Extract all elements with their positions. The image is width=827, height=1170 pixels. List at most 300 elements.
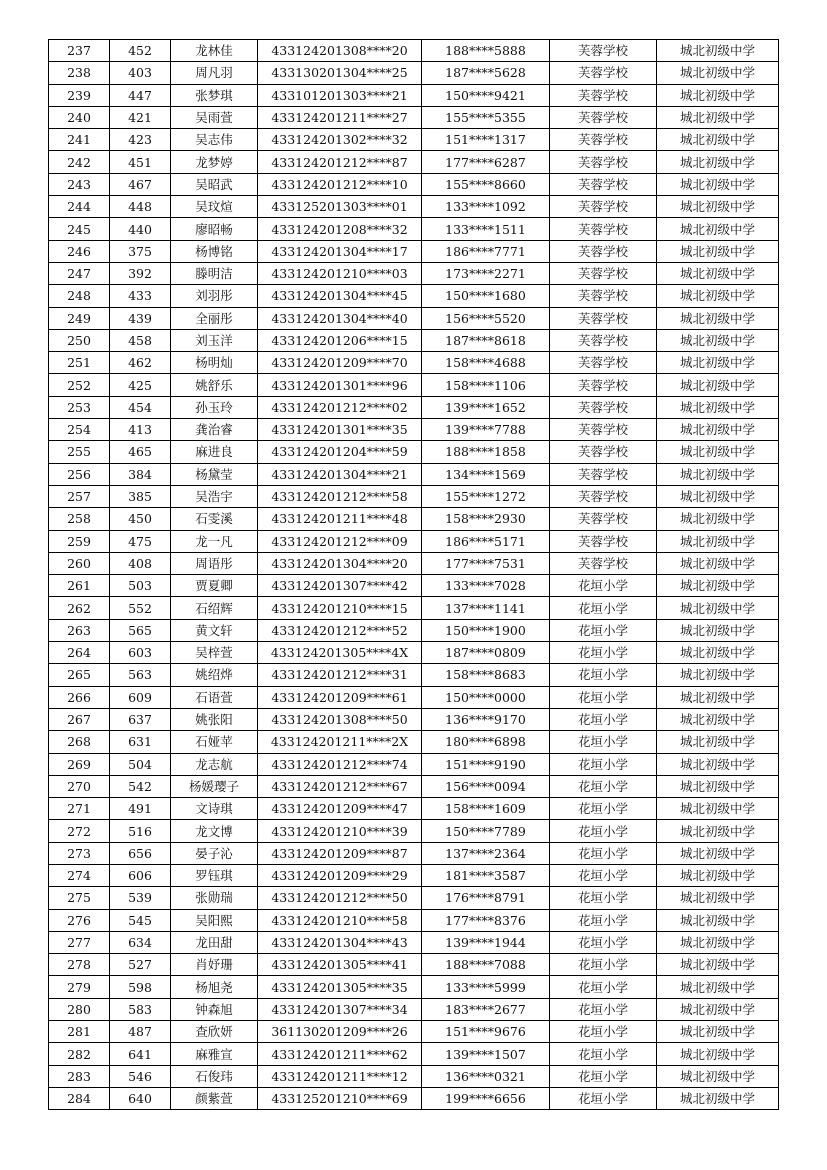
exam-number-cell: 634 bbox=[110, 931, 171, 953]
phone-number-cell: 150****7789 bbox=[422, 820, 550, 842]
student-name-cell: 吴浩宇 bbox=[171, 485, 258, 507]
student-name-cell: 周语彤 bbox=[171, 552, 258, 574]
serial-number-cell: 240 bbox=[49, 106, 110, 128]
assigned-middle-school-cell: 城北初级中学 bbox=[657, 731, 779, 753]
table-row bbox=[49, 842, 779, 864]
primary-school-cell: 花垣小学 bbox=[550, 887, 657, 909]
exam-number-cell: 640 bbox=[110, 1087, 171, 1109]
assigned-middle-school-cell: 城北初级中学 bbox=[657, 329, 779, 351]
id-number-cell: 433124201305****41 bbox=[258, 954, 422, 976]
exam-number-cell: 439 bbox=[110, 307, 171, 329]
assigned-middle-school-cell: 城北初级中学 bbox=[657, 775, 779, 797]
id-number-cell: 433130201304****25 bbox=[258, 62, 422, 84]
serial-number-cell: 281 bbox=[49, 1021, 110, 1043]
id-number-cell: 433124201209****29 bbox=[258, 864, 422, 886]
id-number-cell: 433124201212****10 bbox=[258, 173, 422, 195]
serial-number-cell: 247 bbox=[49, 262, 110, 284]
phone-number-cell: 155****1272 bbox=[422, 485, 550, 507]
exam-number-cell: 467 bbox=[110, 173, 171, 195]
serial-number-cell: 257 bbox=[49, 485, 110, 507]
serial-number-cell: 263 bbox=[49, 619, 110, 641]
phone-number-cell: 151****9676 bbox=[422, 1021, 550, 1043]
assigned-middle-school-cell: 城北初级中学 bbox=[657, 463, 779, 485]
student-name-cell: 吴志伟 bbox=[171, 129, 258, 151]
primary-school-cell: 芙蓉学校 bbox=[550, 106, 657, 128]
exam-number-cell: 563 bbox=[110, 664, 171, 686]
student-name-cell: 廖昭畅 bbox=[171, 218, 258, 240]
exam-number-cell: 375 bbox=[110, 240, 171, 262]
table-row bbox=[49, 530, 779, 552]
primary-school-cell: 花垣小学 bbox=[550, 597, 657, 619]
primary-school-cell: 花垣小学 bbox=[550, 798, 657, 820]
table-row bbox=[49, 84, 779, 106]
table-row bbox=[49, 240, 779, 262]
assigned-middle-school-cell: 城北初级中学 bbox=[657, 619, 779, 641]
primary-school-cell: 花垣小学 bbox=[550, 753, 657, 775]
exam-number-cell: 641 bbox=[110, 1043, 171, 1065]
phone-number-cell: 137****2364 bbox=[422, 842, 550, 864]
primary-school-cell: 花垣小学 bbox=[550, 642, 657, 664]
primary-school-cell: 花垣小学 bbox=[550, 1021, 657, 1043]
serial-number-cell: 275 bbox=[49, 887, 110, 909]
table-row bbox=[49, 1043, 779, 1065]
id-number-cell: 433124201206****15 bbox=[258, 329, 422, 351]
serial-number-cell: 256 bbox=[49, 463, 110, 485]
table-row bbox=[49, 463, 779, 485]
student-name-cell: 刘玉洋 bbox=[171, 329, 258, 351]
assigned-middle-school-cell: 城北初级中学 bbox=[657, 40, 779, 62]
exam-number-cell: 565 bbox=[110, 619, 171, 641]
primary-school-cell: 花垣小学 bbox=[550, 954, 657, 976]
phone-number-cell: 150****1900 bbox=[422, 619, 550, 641]
phone-number-cell: 139****7788 bbox=[422, 419, 550, 441]
assigned-middle-school-cell: 城北初级中学 bbox=[657, 642, 779, 664]
phone-number-cell: 133****1511 bbox=[422, 218, 550, 240]
serial-number-cell: 244 bbox=[49, 196, 110, 218]
table-row bbox=[49, 396, 779, 418]
phone-number-cell: 173****2271 bbox=[422, 262, 550, 284]
student-name-cell: 石娅苹 bbox=[171, 731, 258, 753]
primary-school-cell: 花垣小学 bbox=[550, 820, 657, 842]
table-row bbox=[49, 887, 779, 909]
id-number-cell: 433124201304****17 bbox=[258, 240, 422, 262]
exam-number-cell: 503 bbox=[110, 575, 171, 597]
serial-number-cell: 246 bbox=[49, 240, 110, 262]
primary-school-cell: 花垣小学 bbox=[550, 686, 657, 708]
primary-school-cell: 芙蓉学校 bbox=[550, 151, 657, 173]
student-name-cell: 龙林佳 bbox=[171, 40, 258, 62]
id-number-cell: 433124201301****96 bbox=[258, 374, 422, 396]
primary-school-cell: 芙蓉学校 bbox=[550, 62, 657, 84]
assigned-middle-school-cell: 城北初级中学 bbox=[657, 1043, 779, 1065]
student-name-cell: 麻进良 bbox=[171, 441, 258, 463]
exam-number-cell: 631 bbox=[110, 731, 171, 753]
serial-number-cell: 282 bbox=[49, 1043, 110, 1065]
exam-number-cell: 516 bbox=[110, 820, 171, 842]
table-row bbox=[49, 106, 779, 128]
student-name-cell: 晏子沁 bbox=[171, 842, 258, 864]
id-number-cell: 433124201204****59 bbox=[258, 441, 422, 463]
assigned-middle-school-cell: 城北初级中学 bbox=[657, 307, 779, 329]
phone-number-cell: 180****6898 bbox=[422, 731, 550, 753]
serial-number-cell: 264 bbox=[49, 642, 110, 664]
assigned-middle-school-cell: 城北初级中学 bbox=[657, 485, 779, 507]
student-name-cell: 张梦琪 bbox=[171, 84, 258, 106]
id-number-cell: 433124201308****50 bbox=[258, 708, 422, 730]
table-row bbox=[49, 485, 779, 507]
assigned-middle-school-cell: 城北初级中学 bbox=[657, 753, 779, 775]
student-name-cell: 颜紫萱 bbox=[171, 1087, 258, 1109]
student-name-cell: 吴玟煊 bbox=[171, 196, 258, 218]
student-name-cell: 龙梦婷 bbox=[171, 151, 258, 173]
primary-school-cell: 花垣小学 bbox=[550, 775, 657, 797]
exam-number-cell: 637 bbox=[110, 708, 171, 730]
serial-number-cell: 241 bbox=[49, 129, 110, 151]
primary-school-cell: 芙蓉学校 bbox=[550, 552, 657, 574]
id-number-cell: 433124201209****47 bbox=[258, 798, 422, 820]
id-number-cell: 433124201211****62 bbox=[258, 1043, 422, 1065]
id-number-cell: 433124201308****20 bbox=[258, 40, 422, 62]
roster-body bbox=[49, 40, 779, 1110]
student-name-cell: 吴昭武 bbox=[171, 173, 258, 195]
phone-number-cell: 188****1858 bbox=[422, 441, 550, 463]
primary-school-cell: 芙蓉学校 bbox=[550, 129, 657, 151]
assigned-middle-school-cell: 城北初级中学 bbox=[657, 931, 779, 953]
phone-number-cell: 158****1609 bbox=[422, 798, 550, 820]
id-number-cell: 433124201307****42 bbox=[258, 575, 422, 597]
primary-school-cell: 芙蓉学校 bbox=[550, 218, 657, 240]
exam-number-cell: 458 bbox=[110, 329, 171, 351]
id-number-cell: 433124201212****31 bbox=[258, 664, 422, 686]
id-number-cell: 433124201212****52 bbox=[258, 619, 422, 641]
assigned-middle-school-cell: 城北初级中学 bbox=[657, 352, 779, 374]
exam-number-cell: 448 bbox=[110, 196, 171, 218]
assigned-middle-school-cell: 城北初级中学 bbox=[657, 864, 779, 886]
table-row bbox=[49, 909, 779, 931]
exam-number-cell: 504 bbox=[110, 753, 171, 775]
table-row bbox=[49, 307, 779, 329]
primary-school-cell: 芙蓉学校 bbox=[550, 374, 657, 396]
table-row bbox=[49, 931, 779, 953]
phone-number-cell: 158****4688 bbox=[422, 352, 550, 374]
primary-school-cell: 芙蓉学校 bbox=[550, 508, 657, 530]
exam-number-cell: 527 bbox=[110, 954, 171, 976]
table-row bbox=[49, 976, 779, 998]
table-row bbox=[49, 575, 779, 597]
serial-number-cell: 253 bbox=[49, 396, 110, 418]
assigned-middle-school-cell: 城北初级中学 bbox=[657, 798, 779, 820]
table-row bbox=[49, 218, 779, 240]
phone-number-cell: 139****1944 bbox=[422, 931, 550, 953]
student-name-cell: 姚绍烨 bbox=[171, 664, 258, 686]
student-name-cell: 龚治睿 bbox=[171, 419, 258, 441]
exam-number-cell: 603 bbox=[110, 642, 171, 664]
exam-number-cell: 408 bbox=[110, 552, 171, 574]
assigned-middle-school-cell: 城北初级中学 bbox=[657, 240, 779, 262]
exam-number-cell: 583 bbox=[110, 998, 171, 1020]
primary-school-cell: 花垣小学 bbox=[550, 864, 657, 886]
exam-number-cell: 423 bbox=[110, 129, 171, 151]
student-name-cell: 石绍辉 bbox=[171, 597, 258, 619]
exam-number-cell: 384 bbox=[110, 463, 171, 485]
serial-number-cell: 252 bbox=[49, 374, 110, 396]
phone-number-cell: 186****7771 bbox=[422, 240, 550, 262]
id-number-cell: 433124201212****02 bbox=[258, 396, 422, 418]
serial-number-cell: 278 bbox=[49, 954, 110, 976]
id-number-cell: 433124201209****87 bbox=[258, 842, 422, 864]
assigned-middle-school-cell: 城北初级中学 bbox=[657, 173, 779, 195]
serial-number-cell: 243 bbox=[49, 173, 110, 195]
primary-school-cell: 花垣小学 bbox=[550, 1043, 657, 1065]
table-row bbox=[49, 441, 779, 463]
serial-number-cell: 254 bbox=[49, 419, 110, 441]
serial-number-cell: 270 bbox=[49, 775, 110, 797]
assigned-middle-school-cell: 城北初级中学 bbox=[657, 575, 779, 597]
assigned-middle-school-cell: 城北初级中学 bbox=[657, 151, 779, 173]
table-row bbox=[49, 664, 779, 686]
primary-school-cell: 芙蓉学校 bbox=[550, 173, 657, 195]
phone-number-cell: 188****7088 bbox=[422, 954, 550, 976]
table-row bbox=[49, 597, 779, 619]
serial-number-cell: 272 bbox=[49, 820, 110, 842]
primary-school-cell: 花垣小学 bbox=[550, 731, 657, 753]
id-number-cell: 433124201212****67 bbox=[258, 775, 422, 797]
student-name-cell: 石雯溪 bbox=[171, 508, 258, 530]
assigned-middle-school-cell: 城北初级中学 bbox=[657, 285, 779, 307]
phone-number-cell: 183****2677 bbox=[422, 998, 550, 1020]
student-name-cell: 黄文轩 bbox=[171, 619, 258, 641]
phone-number-cell: 150****0000 bbox=[422, 686, 550, 708]
exam-number-cell: 413 bbox=[110, 419, 171, 441]
primary-school-cell: 芙蓉学校 bbox=[550, 262, 657, 284]
table-row bbox=[49, 285, 779, 307]
id-number-cell: 433124201212****50 bbox=[258, 887, 422, 909]
table-row bbox=[49, 329, 779, 351]
assigned-middle-school-cell: 城北初级中学 bbox=[657, 842, 779, 864]
phone-number-cell: 139****1507 bbox=[422, 1043, 550, 1065]
assigned-middle-school-cell: 城北初级中学 bbox=[657, 196, 779, 218]
primary-school-cell: 芙蓉学校 bbox=[550, 485, 657, 507]
id-number-cell: 433124201212****58 bbox=[258, 485, 422, 507]
exam-number-cell: 433 bbox=[110, 285, 171, 307]
assigned-middle-school-cell: 城北初级中学 bbox=[657, 396, 779, 418]
primary-school-cell: 芙蓉学校 bbox=[550, 40, 657, 62]
exam-number-cell: 606 bbox=[110, 864, 171, 886]
phone-number-cell: 139****1652 bbox=[422, 396, 550, 418]
phone-number-cell: 158****2930 bbox=[422, 508, 550, 530]
primary-school-cell: 芙蓉学校 bbox=[550, 307, 657, 329]
assigned-middle-school-cell: 城北初级中学 bbox=[657, 909, 779, 931]
phone-number-cell: 133****5999 bbox=[422, 976, 550, 998]
student-name-cell: 贾夏卿 bbox=[171, 575, 258, 597]
phone-number-cell: 133****1092 bbox=[422, 196, 550, 218]
student-name-cell: 吴梓萱 bbox=[171, 642, 258, 664]
serial-number-cell: 265 bbox=[49, 664, 110, 686]
id-number-cell: 433124201302****32 bbox=[258, 129, 422, 151]
serial-number-cell: 271 bbox=[49, 798, 110, 820]
student-name-cell: 龙一凡 bbox=[171, 530, 258, 552]
exam-number-cell: 403 bbox=[110, 62, 171, 84]
primary-school-cell: 花垣小学 bbox=[550, 664, 657, 686]
id-number-cell: 433124201208****32 bbox=[258, 218, 422, 240]
phone-number-cell: 156****5520 bbox=[422, 307, 550, 329]
id-number-cell: 433125201210****69 bbox=[258, 1087, 422, 1109]
primary-school-cell: 芙蓉学校 bbox=[550, 530, 657, 552]
student-name-cell: 肖妤珊 bbox=[171, 954, 258, 976]
id-number-cell: 433124201209****70 bbox=[258, 352, 422, 374]
table-row bbox=[49, 820, 779, 842]
assigned-middle-school-cell: 城北初级中学 bbox=[657, 664, 779, 686]
student-name-cell: 钟森旭 bbox=[171, 998, 258, 1020]
exam-number-cell: 609 bbox=[110, 686, 171, 708]
serial-number-cell: 260 bbox=[49, 552, 110, 574]
phone-number-cell: 176****8791 bbox=[422, 887, 550, 909]
table-row bbox=[49, 864, 779, 886]
serial-number-cell: 267 bbox=[49, 708, 110, 730]
table-row bbox=[49, 753, 779, 775]
phone-number-cell: 150****1680 bbox=[422, 285, 550, 307]
primary-school-cell: 芙蓉学校 bbox=[550, 84, 657, 106]
student-name-cell: 石俊玮 bbox=[171, 1065, 258, 1087]
serial-number-cell: 261 bbox=[49, 575, 110, 597]
phone-number-cell: 156****0094 bbox=[422, 775, 550, 797]
primary-school-cell: 花垣小学 bbox=[550, 976, 657, 998]
student-name-cell: 滕明洁 bbox=[171, 262, 258, 284]
assigned-middle-school-cell: 城北初级中学 bbox=[657, 530, 779, 552]
id-number-cell: 433124201304****43 bbox=[258, 931, 422, 953]
assigned-middle-school-cell: 城北初级中学 bbox=[657, 62, 779, 84]
phone-number-cell: 158****1106 bbox=[422, 374, 550, 396]
phone-number-cell: 155****8660 bbox=[422, 173, 550, 195]
id-number-cell: 433124201211****48 bbox=[258, 508, 422, 530]
id-number-cell: 433124201304****40 bbox=[258, 307, 422, 329]
student-name-cell: 周凡羽 bbox=[171, 62, 258, 84]
assigned-middle-school-cell: 城北初级中学 bbox=[657, 129, 779, 151]
phone-number-cell: 186****5171 bbox=[422, 530, 550, 552]
table-row bbox=[49, 619, 779, 641]
exam-number-cell: 552 bbox=[110, 597, 171, 619]
student-roster-table bbox=[48, 39, 779, 1110]
table-row bbox=[49, 173, 779, 195]
assigned-middle-school-cell: 城北初级中学 bbox=[657, 84, 779, 106]
table-row bbox=[49, 708, 779, 730]
student-name-cell: 龙田甜 bbox=[171, 931, 258, 953]
student-name-cell: 刘羽彤 bbox=[171, 285, 258, 307]
student-name-cell: 杨旭尧 bbox=[171, 976, 258, 998]
exam-number-cell: 440 bbox=[110, 218, 171, 240]
assigned-middle-school-cell: 城北初级中学 bbox=[657, 262, 779, 284]
serial-number-cell: 259 bbox=[49, 530, 110, 552]
phone-number-cell: 136****0321 bbox=[422, 1065, 550, 1087]
primary-school-cell: 芙蓉学校 bbox=[550, 419, 657, 441]
id-number-cell: 433124201304****20 bbox=[258, 552, 422, 574]
phone-number-cell: 137****1141 bbox=[422, 597, 550, 619]
primary-school-cell: 芙蓉学校 bbox=[550, 441, 657, 463]
table-row bbox=[49, 998, 779, 1020]
serial-number-cell: 284 bbox=[49, 1087, 110, 1109]
id-number-cell: 433124201212****09 bbox=[258, 530, 422, 552]
exam-number-cell: 425 bbox=[110, 374, 171, 396]
phone-number-cell: 187****8618 bbox=[422, 329, 550, 351]
student-name-cell: 全丽彤 bbox=[171, 307, 258, 329]
table-row bbox=[49, 731, 779, 753]
assigned-middle-school-cell: 城北初级中学 bbox=[657, 1065, 779, 1087]
id-number-cell: 433101201303****21 bbox=[258, 84, 422, 106]
exam-number-cell: 491 bbox=[110, 798, 171, 820]
exam-number-cell: 447 bbox=[110, 84, 171, 106]
assigned-middle-school-cell: 城北初级中学 bbox=[657, 597, 779, 619]
primary-school-cell: 芙蓉学校 bbox=[550, 396, 657, 418]
id-number-cell: 433124201211****27 bbox=[258, 106, 422, 128]
student-name-cell: 杨博铭 bbox=[171, 240, 258, 262]
assigned-middle-school-cell: 城北初级中学 bbox=[657, 508, 779, 530]
table-row bbox=[49, 552, 779, 574]
table-row bbox=[49, 954, 779, 976]
phone-number-cell: 181****3587 bbox=[422, 864, 550, 886]
serial-number-cell: 262 bbox=[49, 597, 110, 619]
serial-number-cell: 250 bbox=[49, 329, 110, 351]
table-row bbox=[49, 129, 779, 151]
serial-number-cell: 237 bbox=[49, 40, 110, 62]
phone-number-cell: 188****5888 bbox=[422, 40, 550, 62]
assigned-middle-school-cell: 城北初级中学 bbox=[657, 820, 779, 842]
primary-school-cell: 花垣小学 bbox=[550, 909, 657, 931]
serial-number-cell: 274 bbox=[49, 864, 110, 886]
phone-number-cell: 133****7028 bbox=[422, 575, 550, 597]
serial-number-cell: 269 bbox=[49, 753, 110, 775]
phone-number-cell: 199****6656 bbox=[422, 1087, 550, 1109]
primary-school-cell: 芙蓉学校 bbox=[550, 463, 657, 485]
primary-school-cell: 花垣小学 bbox=[550, 619, 657, 641]
phone-number-cell: 177****7531 bbox=[422, 552, 550, 574]
exam-number-cell: 598 bbox=[110, 976, 171, 998]
primary-school-cell: 花垣小学 bbox=[550, 1065, 657, 1087]
primary-school-cell: 芙蓉学校 bbox=[550, 285, 657, 307]
assigned-middle-school-cell: 城北初级中学 bbox=[657, 998, 779, 1020]
student-name-cell: 姚舒乐 bbox=[171, 374, 258, 396]
table-row bbox=[49, 1021, 779, 1043]
primary-school-cell: 芙蓉学校 bbox=[550, 352, 657, 374]
id-number-cell: 433124201209****61 bbox=[258, 686, 422, 708]
student-name-cell: 查欣妍 bbox=[171, 1021, 258, 1043]
primary-school-cell: 花垣小学 bbox=[550, 931, 657, 953]
serial-number-cell: 258 bbox=[49, 508, 110, 530]
id-number-cell: 433124201304****21 bbox=[258, 463, 422, 485]
table-row bbox=[49, 419, 779, 441]
student-name-cell: 杨媛璎子 bbox=[171, 775, 258, 797]
serial-number-cell: 283 bbox=[49, 1065, 110, 1087]
assigned-middle-school-cell: 城北初级中学 bbox=[657, 374, 779, 396]
serial-number-cell: 280 bbox=[49, 998, 110, 1020]
table-row bbox=[49, 1065, 779, 1087]
table-row bbox=[49, 352, 779, 374]
student-name-cell: 龙志航 bbox=[171, 753, 258, 775]
table-row bbox=[49, 642, 779, 664]
table-row bbox=[49, 775, 779, 797]
student-name-cell: 麻雅宣 bbox=[171, 1043, 258, 1065]
exam-number-cell: 656 bbox=[110, 842, 171, 864]
exam-number-cell: 450 bbox=[110, 508, 171, 530]
assigned-middle-school-cell: 城北初级中学 bbox=[657, 887, 779, 909]
serial-number-cell: 238 bbox=[49, 62, 110, 84]
id-number-cell: 433124201212****74 bbox=[258, 753, 422, 775]
student-name-cell: 杨明灿 bbox=[171, 352, 258, 374]
table-row bbox=[49, 40, 779, 62]
serial-number-cell: 277 bbox=[49, 931, 110, 953]
exam-number-cell: 421 bbox=[110, 106, 171, 128]
id-number-cell: 433124201210****58 bbox=[258, 909, 422, 931]
serial-number-cell: 273 bbox=[49, 842, 110, 864]
